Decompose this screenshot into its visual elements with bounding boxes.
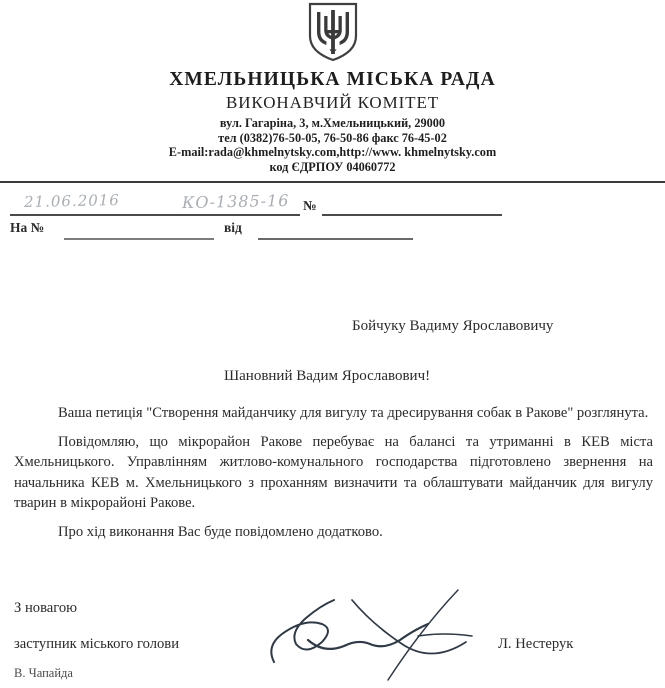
edrpou-line: код ЄДРПОУ 04060772 bbox=[269, 159, 396, 174]
letter-body bbox=[14, 403, 653, 542]
number-label: № bbox=[303, 198, 317, 213]
from-rule bbox=[258, 238, 413, 240]
email-web-line: E-mail:rada@khmelnytsky.com,http://www. khmelnytsky.com bbox=[168, 145, 497, 159]
body-paragraph: Ваша петиція "Створення майданчику для вигулу та дресирування собак в Ракове" розглянута. bbox=[58, 405, 649, 421]
department-name: ВИКОНАВЧИЙ КОМІТЕТ bbox=[225, 93, 440, 112]
salutation: Шановний Вадим Ярославович! bbox=[224, 368, 431, 384]
from-label: від bbox=[224, 220, 242, 235]
header-divider bbox=[0, 181, 665, 183]
signer-title: заступник міського голови bbox=[14, 636, 180, 652]
reply-to-rule bbox=[64, 238, 214, 240]
organization-name: ХМЕЛЬНИЦЬКА МІСЬКА РАДА bbox=[169, 69, 496, 90]
body-paragraph: Про хід виконання Вас буде повідомлено додатково. bbox=[58, 523, 383, 540]
handwritten-date: 21.06.2016 bbox=[23, 190, 121, 212]
handwritten-number: КО-1385-16 bbox=[181, 190, 290, 213]
number-rule bbox=[322, 214, 502, 216]
signature-greeting: З новагою bbox=[14, 600, 78, 616]
letterhead bbox=[0, 0, 665, 174]
reference-block bbox=[0, 190, 665, 246]
phone-line: тел (0382)76-50-05, 76-50-86 факс 76-45-02 bbox=[218, 130, 447, 145]
address-line: вул. Гагаріна, 3, м.Хмельницький, 29000 bbox=[219, 116, 446, 130]
executor-name: В. Чапайда bbox=[14, 666, 73, 680]
handwritten-signature-icon bbox=[262, 584, 530, 684]
signer-name: Л. Нестерук bbox=[498, 636, 574, 652]
addressee: Бойчуку Вадиму Ярославовичу bbox=[352, 318, 554, 334]
date-rule bbox=[10, 214, 300, 216]
contact-details bbox=[0, 116, 665, 174]
ukraine-tryzub-coat-of-arms-icon bbox=[307, 2, 359, 62]
body-paragraph: Повідомляю, що мікрорайон Ракове перебуває на балансі та утриманні в КЕВ міста Хмельницького. Управлінням житлово-комунального господарства підготовлено звернення на начальника КЕВ м. Хмельницького з проханням визначити та облаштувати майданчик для вигулу тварин в мікрорайоні Ракове. bbox=[14, 433, 653, 511]
reply-to-label: На № bbox=[10, 220, 45, 235]
